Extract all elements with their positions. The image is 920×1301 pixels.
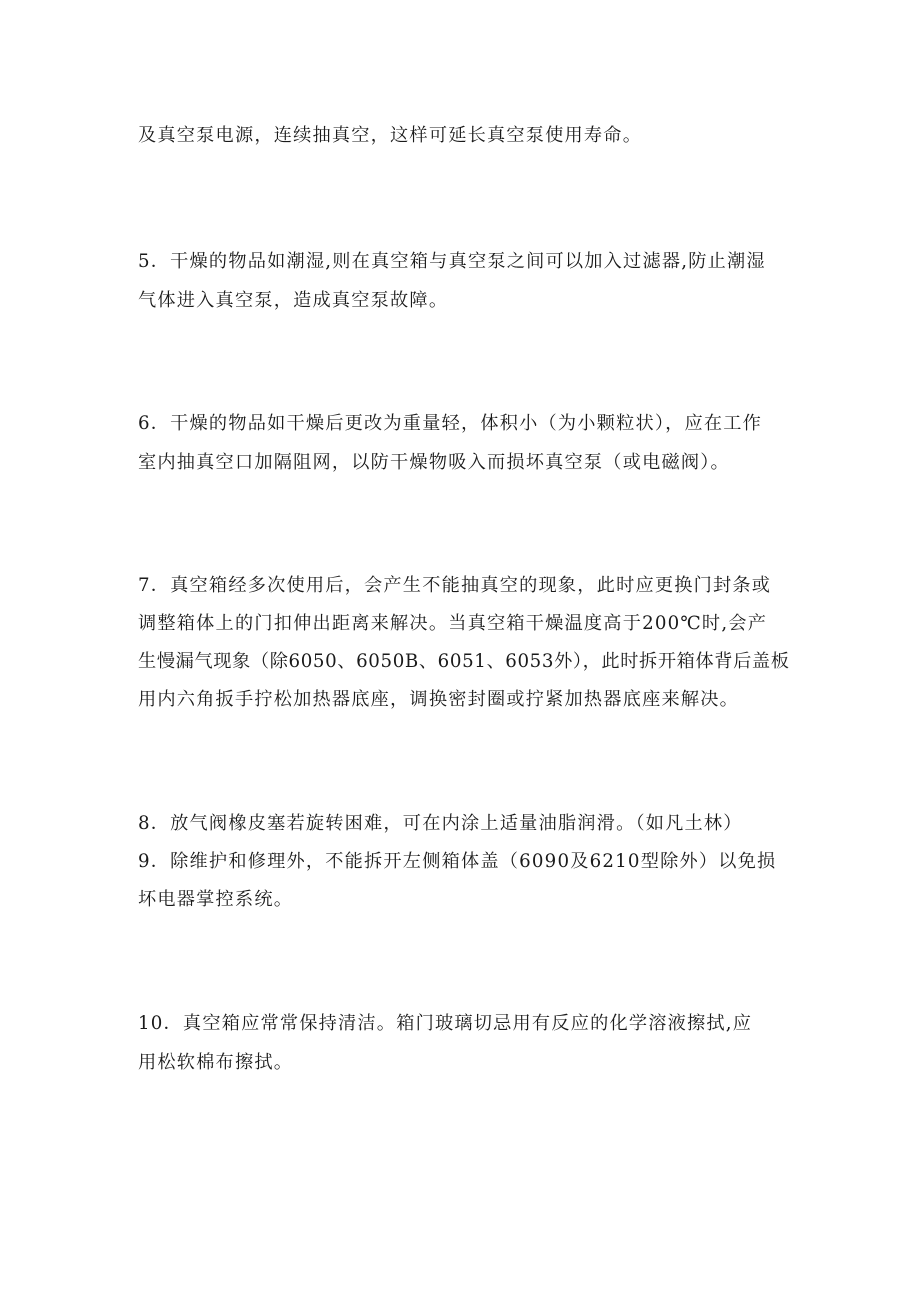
paragraph-10-line-1: 10．真空箱应常常保持清洁。箱门玻璃切忌用有反应的化学溶液擦拭,应 <box>138 1013 753 1034</box>
paragraph-7-line-1: 7．真空箱经多次使用后，会产生不能抽真空的现象，此时应更换门封条或 <box>138 575 772 596</box>
paragraph-8-line-1: 8．放气阀橡皮塞若旋转困难，可在内涂上适量油脂润滑。（如凡土林） <box>138 813 743 834</box>
paragraph-6-line-2: 室内抽真空口加隔阻网，以防干燥物吸入而损坏真空泵（或电磁阀）。 <box>138 452 730 473</box>
paragraph-7-line-4: 用内六角扳手拧松加热器底座，调换密封圈或拧紧加热器底座来解决。 <box>138 689 740 710</box>
paragraph-9-line-1: 9．除维护和修理外，不能拆开左侧箱体盖（6090及6210型除外）以免损 <box>138 851 777 872</box>
paragraph-7-line-3: 生慢漏气现象（除6050、6050B、6051、6053外），此时拆开箱体背后盖板 <box>138 651 790 672</box>
paragraph-5-line-1: 5．干燥的物品如潮湿,则在真空箱与真空泵之间可以加入过滤器,防止潮湿 <box>138 251 766 272</box>
paragraph-10-line-2: 用松软棉布擦拭。 <box>138 1052 294 1073</box>
paragraph-9-line-2: 坏电器掌控系统。 <box>138 889 294 910</box>
paragraph-7-line-2: 调整箱体上的门扣伸出距离来解决。当真空箱干燥温度高于200℃时,会产 <box>138 613 768 634</box>
paragraph-6-line-1: 6．干燥的物品如干燥后更改为重量轻，体积小（为小颗粒状），应在工作 <box>138 413 763 434</box>
paragraph-5-line-2: 气体进入真空泵，造成真空泵故障。 <box>138 290 449 311</box>
paragraph-4-line-2: 及真空泵电源，连续抽真空，这样可延长真空泵使用寿命。 <box>138 125 643 146</box>
